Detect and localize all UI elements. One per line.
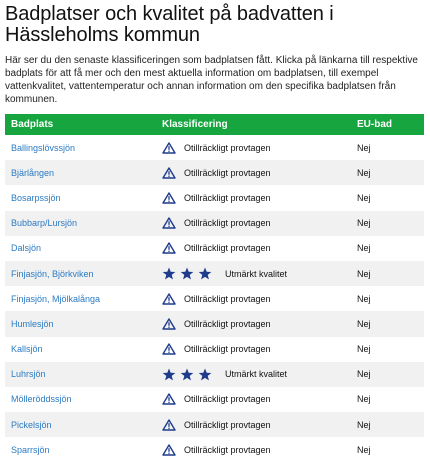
warning-icon [162,242,176,254]
classification [162,167,351,179]
table-header [5,114,424,135]
warning-icon [162,444,176,456]
eu-bad-cell: Nej [357,243,371,254]
classification-label: Otillräckligt provtagen [184,419,271,430]
classification [162,293,351,305]
classification-label: Otillräckligt provtagen [184,192,271,203]
eu-bad-cell: Nej [357,369,371,380]
warning-icon [162,419,176,431]
warning-icon [162,343,176,355]
badplats-link[interactable]: Finjasjön, Mjölkalånga [11,293,101,304]
klassificering-cell [156,311,351,336]
badplats-cell [5,437,156,462]
klassificering-cell [156,236,351,261]
star-icon [180,368,194,381]
star-icon [162,267,176,280]
eu-bad-cell: Nej [357,142,371,153]
klassificering-cell [156,337,351,362]
badplats-link[interactable]: Bubbarp/Lursjön [11,218,78,229]
badplats-link[interactable]: Bjärlången [11,167,55,178]
klassificering-cell [156,185,351,210]
warning-icon [162,142,176,154]
badplats-link[interactable]: Ballingslövssjön [11,142,76,153]
classification [162,242,351,254]
badplats-link[interactable]: Dalsjön [11,243,42,254]
classification-label: Otillräckligt provtagen [184,444,271,455]
badplats-cell [5,185,156,210]
classification-label: Utmärkt kvalitet [225,268,288,279]
badplats-link[interactable]: Kallsjön [11,344,43,355]
star-icon [198,267,212,280]
badplats-link[interactable]: Finjasjön, Björkviken [11,268,94,279]
badplats-link[interactable]: Mölleröddssjön [11,394,72,405]
rating-stars [162,368,216,381]
badplats-cell [5,211,156,236]
page-title: Badplatser och kvalitet på badvatten i Hässleholms kommun [5,3,334,46]
intro-text: Här ser du den senaste klassificeringen som badplatsen fått. Klicka på länkarna till respektive badplats för att få mer och den mest aktuella information om badplatsen, till exempel vattenkvalitet, vattentemperatur och annan information om den specifika badplatsen från kommunen. [5,55,418,105]
badplats-link[interactable]: Pickelsjön [11,419,52,430]
table-body [5,135,424,462]
eu-bad-cell: Nej [357,167,371,178]
header-badplats: Badplats [11,119,54,130]
table-row [5,261,424,286]
eu-bad-cell: Nej [357,394,371,405]
classification-label: Otillräckligt provtagen [184,243,271,254]
classification [162,318,351,330]
warning-icon [162,192,176,204]
eu-bad-cell: Nej [357,444,371,455]
header-klassificering: Klassificering [162,119,228,130]
classification [162,368,351,381]
eu-bad-cell: Nej [357,318,371,329]
classification-label: Utmärkt kvalitet [225,369,288,380]
classification-label: Otillräckligt provtagen [184,344,271,355]
badplats-cell [5,135,156,160]
badplats-cell [5,387,156,412]
eu-bad-cell: Nej [357,218,371,229]
klassificering-cell [156,135,351,160]
classification-label: Otillräckligt provtagen [184,218,271,229]
table-header-row [5,114,424,135]
star-icon [198,368,212,381]
table-row [5,211,424,236]
table-row [5,236,424,261]
klassificering-cell [156,437,351,462]
table-row [5,437,424,462]
badplats-cell [5,337,156,362]
table-row [5,185,424,210]
badplats-cell [5,286,156,311]
classification-label: Otillräckligt provtagen [184,167,271,178]
classification [162,343,351,355]
badplats-link[interactable]: Bosarpssjön [11,192,61,203]
warning-icon [162,393,176,405]
klassificering-cell [156,160,351,185]
badplats-cell [5,311,156,336]
klassificering-cell [156,362,351,387]
classification [162,142,351,154]
table-row [5,412,424,437]
table-row [5,286,424,311]
klassificering-cell [156,261,351,286]
classification-label: Otillräckligt provtagen [184,293,271,304]
badplats-cell [5,412,156,437]
table-row [5,387,424,412]
klassificering-cell [156,286,351,311]
eu-bad-cell: Nej [357,293,371,304]
badplats-link[interactable]: Sparrsjön [11,444,50,455]
table-row [5,160,424,185]
classification [162,217,351,229]
badplats-cell [5,261,156,286]
warning-icon [162,217,176,229]
classification-label: Otillräckligt provtagen [184,142,271,153]
eu-bad-cell: Nej [357,268,371,279]
table-row [5,337,424,362]
badplats-cell [5,362,156,387]
table-row [5,135,424,160]
bathing-sites-table [5,114,424,462]
star-icon [162,368,176,381]
badplats-cell [5,236,156,261]
classification [162,393,351,405]
table-row [5,311,424,336]
klassificering-cell [156,412,351,437]
klassificering-cell [156,387,351,412]
eu-bad-cell: Nej [357,192,371,203]
classification [162,192,351,204]
classification [162,419,351,431]
star-icon [180,267,194,280]
badplats-link[interactable]: Humlesjön [11,318,54,329]
classification-label: Otillräckligt provtagen [184,318,271,329]
classification [162,267,351,280]
warning-icon [162,293,176,305]
eu-bad-cell: Nej [357,419,371,430]
badplats-cell [5,160,156,185]
klassificering-cell [156,211,351,236]
table-row [5,362,424,387]
warning-icon [162,167,176,179]
warning-icon [162,318,176,330]
badplats-link[interactable]: Luhrsjön [11,369,46,380]
classification-label: Otillräckligt provtagen [184,394,271,405]
header-eu-bad: EU-bad [357,119,392,130]
rating-stars [162,267,216,280]
classification [162,444,351,456]
eu-bad-cell: Nej [357,344,371,355]
